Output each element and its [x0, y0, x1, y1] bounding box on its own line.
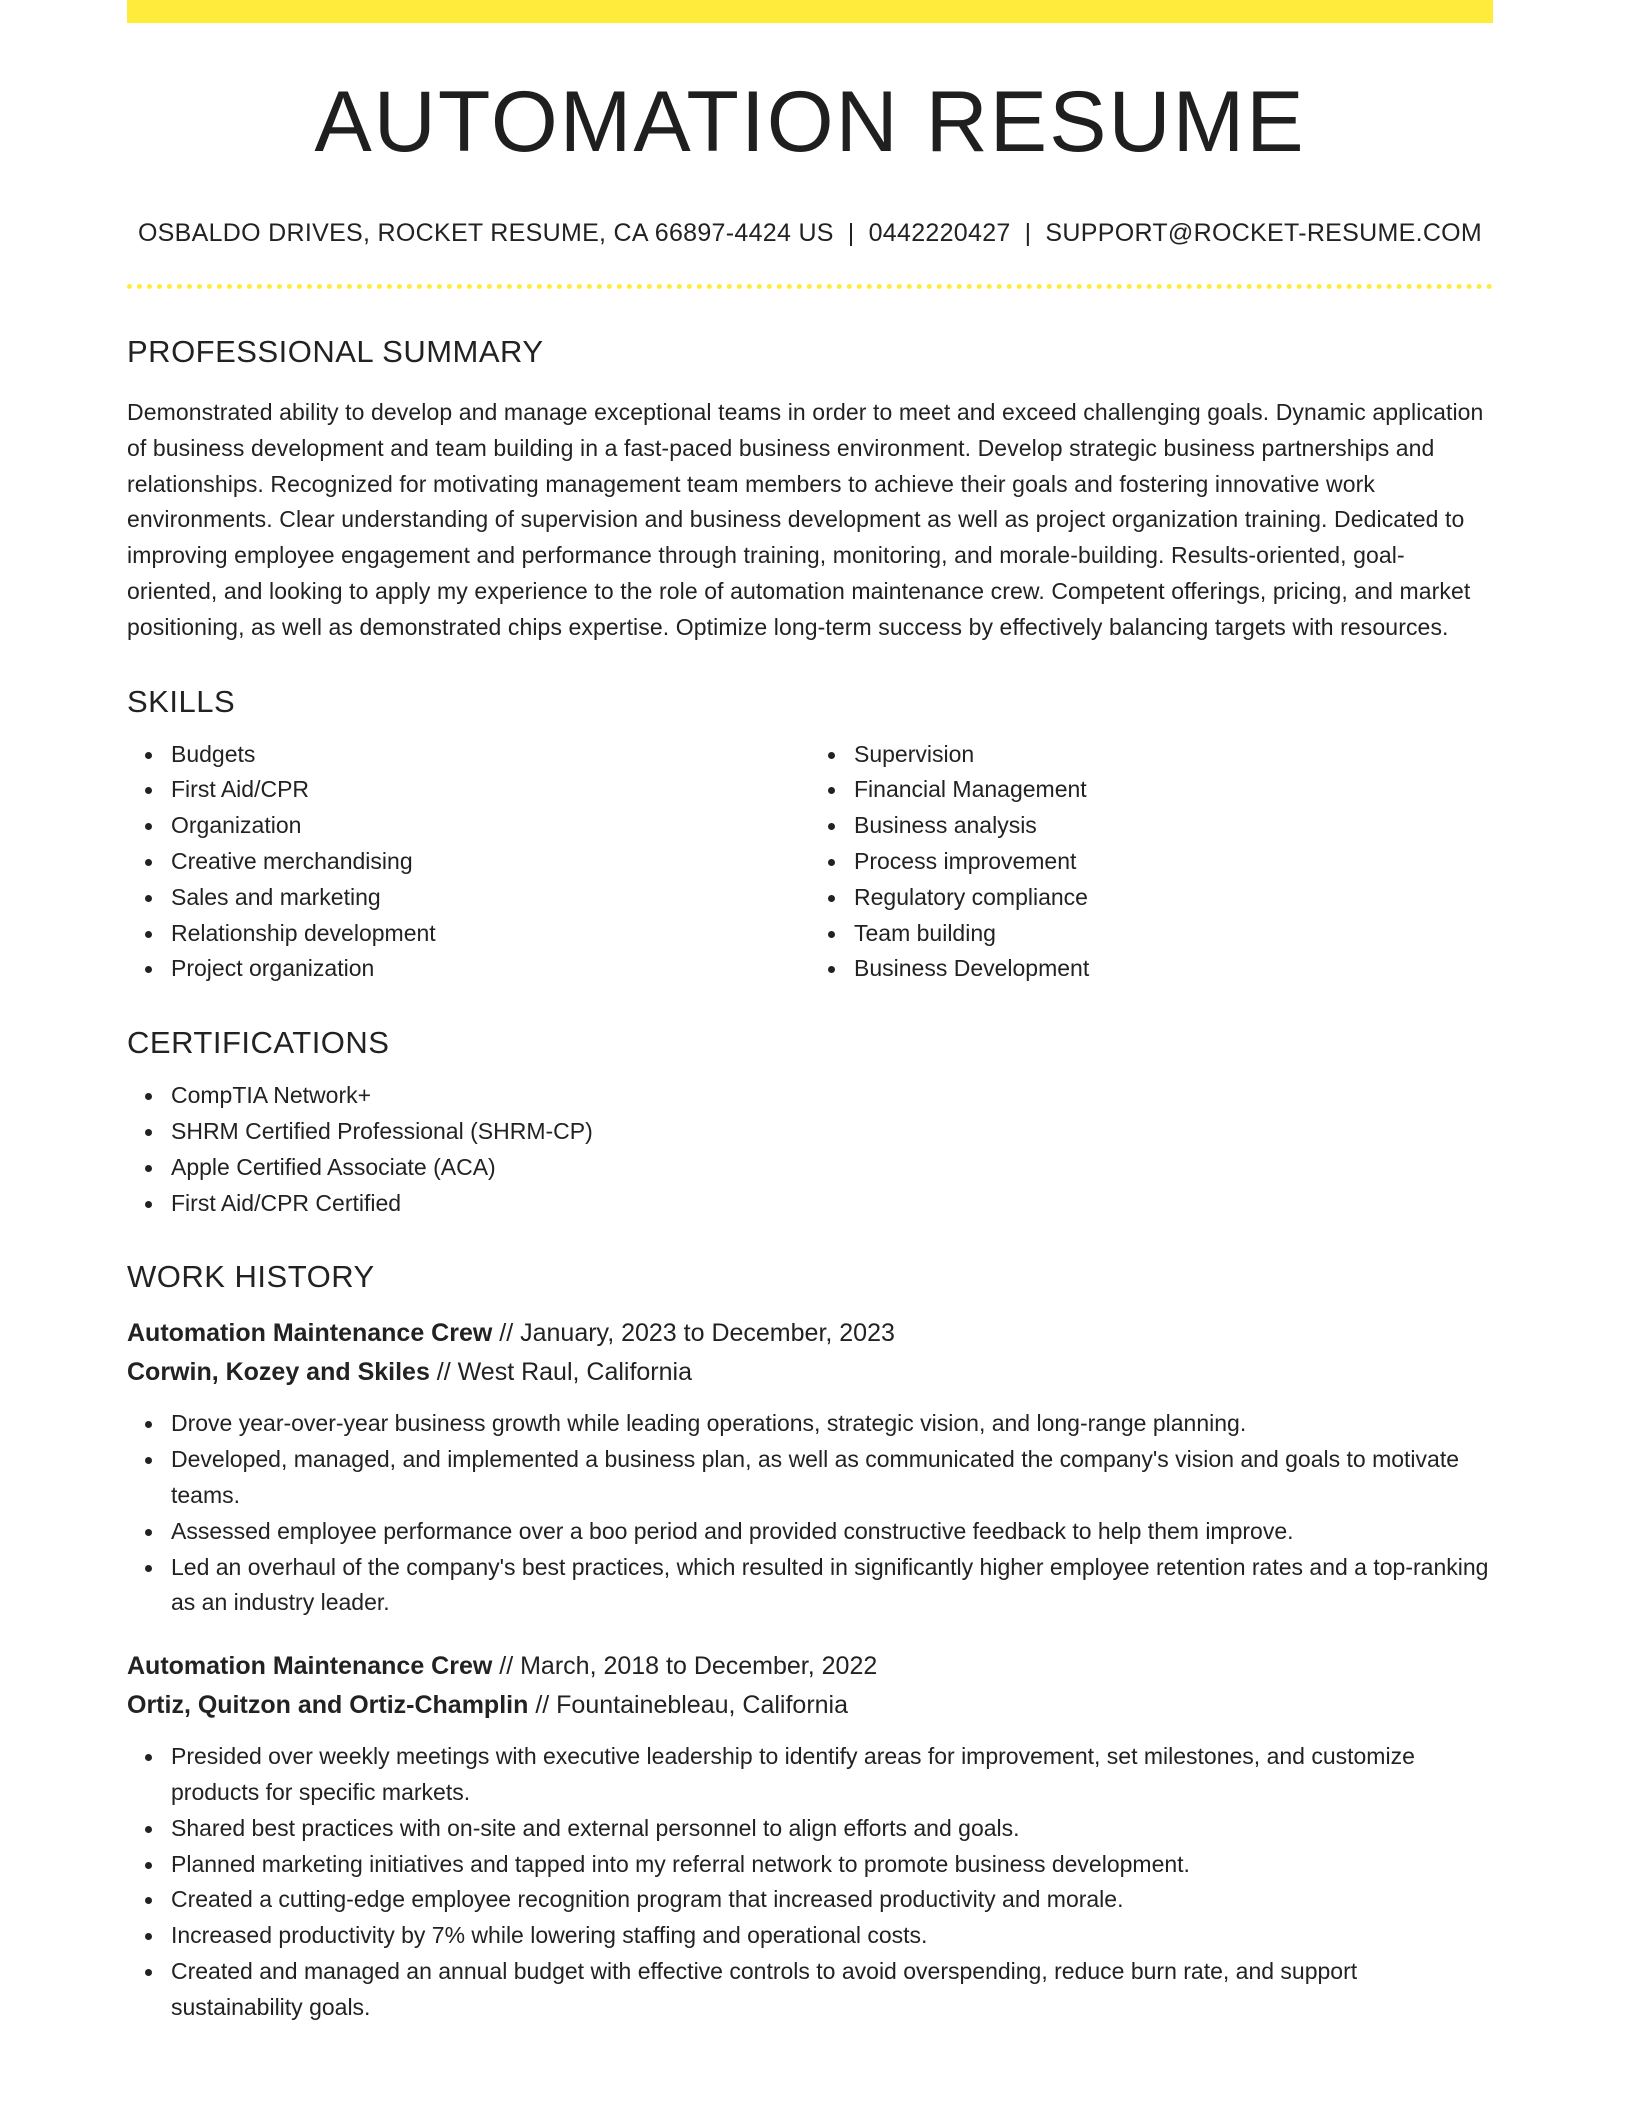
resume-page: [127, 0, 1493, 2026]
job-dates: // January, 2023 to December, 2023: [492, 1319, 895, 1348]
job-location: // Fountainebleau, California: [528, 1691, 849, 1720]
job-location: // West Raul, California: [429, 1358, 692, 1387]
job-title-line: [127, 1647, 1493, 1686]
skills-list-left: [127, 737, 810, 988]
job-bullet: Led an overhaul of the company's best practices, which resulted in significantly higher employee retention rates and a top-ranking as an industry leader.: [171, 1550, 1493, 1622]
certification-item: CompTIA Network+: [171, 1078, 1493, 1114]
job-company-line: [127, 1353, 1493, 1392]
skill-item: Supervision: [854, 737, 1493, 773]
certification-item: First Aid/CPR Certified: [171, 1186, 1493, 1222]
summary-text: Demonstrated ability to develop and manage exceptional teams in order to meet and exceed challenging goals. Dynamic application of business development and team building in a fast-paced business environment. Develop strategic business partnerships and relationships. Recognized for motivating management team members to achieve their goals and fostering innovative work environments. Clear understanding of supervision and business development as well as project organization training. Dedicated to improving employee engagement and performance through training, monitoring, and morale-building. Results-oriented, goal-oriented, and looking to apply my experience to the role of automation maintenance crew. Competent offerings, pricing, and market positioning, as well as demonstrated chips expertise. Optimize long-term success by effectively balancing targets with resources.: [127, 399, 1484, 640]
job-bullet: Assessed employee performance over a boo period and provided constructive feedback to help them improve.: [171, 1514, 1493, 1550]
summary-section: [127, 336, 1493, 646]
skill-item: Creative merchandising: [171, 844, 810, 880]
skills-list-right: [810, 737, 1493, 988]
job-company: Ortiz, Quitzon and Ortiz-Champlin: [127, 1691, 529, 1720]
job-company-line: [127, 1686, 1493, 1725]
contact-separator: |: [847, 219, 855, 247]
skill-item: Financial Management: [854, 772, 1493, 808]
job-bullet: Created and managed an annual budget with effective controls to avoid overspending, reduce burn rate, and support sustainability goals.: [171, 1954, 1493, 2026]
skill-item: Team building: [854, 916, 1493, 952]
certification-item: Apple Certified Associate (ACA): [171, 1150, 1493, 1186]
job-entry: [127, 1314, 1493, 1621]
job-bullet: Shared best practices with on-site and external personnel to align efforts and goals.: [171, 1811, 1493, 1847]
summary-heading: PROFESSIONAL SUMMARY: [127, 334, 544, 369]
resume-title: AUTOMATION RESUME: [314, 74, 1306, 170]
skill-item: Organization: [171, 808, 810, 844]
work-history-section: [127, 1261, 1493, 2025]
work-history-heading: WORK HISTORY: [127, 1259, 375, 1295]
certifications-heading: CERTIFICATIONS: [127, 1025, 390, 1061]
skill-item: Business Development: [854, 951, 1493, 987]
skill-item: Process improvement: [854, 844, 1493, 880]
job-bullet: Planned marketing initiatives and tapped into my referral network to promote business development.: [171, 1847, 1493, 1883]
skills-grid: [127, 737, 1493, 988]
job-bullets: [127, 1406, 1493, 1621]
skill-item: First Aid/CPR: [171, 772, 810, 808]
certifications-list: [127, 1078, 1493, 1221]
job-bullet: Increased productivity by 7% while lowering staffing and operational costs.: [171, 1918, 1493, 1954]
certification-item: SHRM Certified Professional (SHRM-CP): [171, 1114, 1493, 1150]
dotted-divider: [127, 284, 1493, 289]
job-bullet: Developed, managed, and implemented a business plan, as well as communicated the company's vision and goals to motivate teams.: [171, 1442, 1493, 1514]
skills-heading: SKILLS: [127, 683, 236, 719]
contact-email[interactable]: SUPPORT@ROCKET-RESUME.COM: [1045, 219, 1483, 247]
job-dates: // March, 2018 to December, 2022: [492, 1652, 878, 1681]
skill-item: Sales and marketing: [171, 880, 810, 916]
job-title: Automation Maintenance Crew: [127, 1652, 493, 1681]
job-bullet: Presided over weekly meetings with executive leadership to identify areas for improvement, set milestones, and customize products for specific markets.: [171, 1739, 1493, 1811]
job-bullet: Drove year-over-year business growth while leading operations, strategic vision, and long-range planning.: [171, 1406, 1493, 1442]
skill-item: Regulatory compliance: [854, 880, 1493, 916]
contact-separator: |: [1024, 219, 1032, 247]
skill-item: Project organization: [171, 951, 810, 987]
skills-section: [127, 683, 1493, 988]
certifications-section: [127, 1027, 1493, 1221]
contact-phone[interactable]: 0442220427: [868, 219, 1011, 247]
job-entry: [127, 1647, 1493, 2025]
job-company: Corwin, Kozey and Skiles: [127, 1358, 430, 1387]
job-bullets: [127, 1739, 1493, 2025]
contact-address: OSBALDO DRIVES, ROCKET RESUME, CA 66897-4424 US: [137, 219, 834, 247]
skill-item: Relationship development: [171, 916, 810, 952]
job-title-line: [127, 1314, 1493, 1353]
top-accent-bar: [127, 0, 1493, 23]
skill-item: Business analysis: [854, 808, 1493, 844]
skill-item: Budgets: [171, 737, 810, 773]
job-bullet: Created a cutting-edge employee recognition program that increased productivity and morale.: [171, 1882, 1493, 1918]
job-title: Automation Maintenance Crew: [127, 1319, 493, 1348]
contact-line: [127, 219, 1493, 248]
